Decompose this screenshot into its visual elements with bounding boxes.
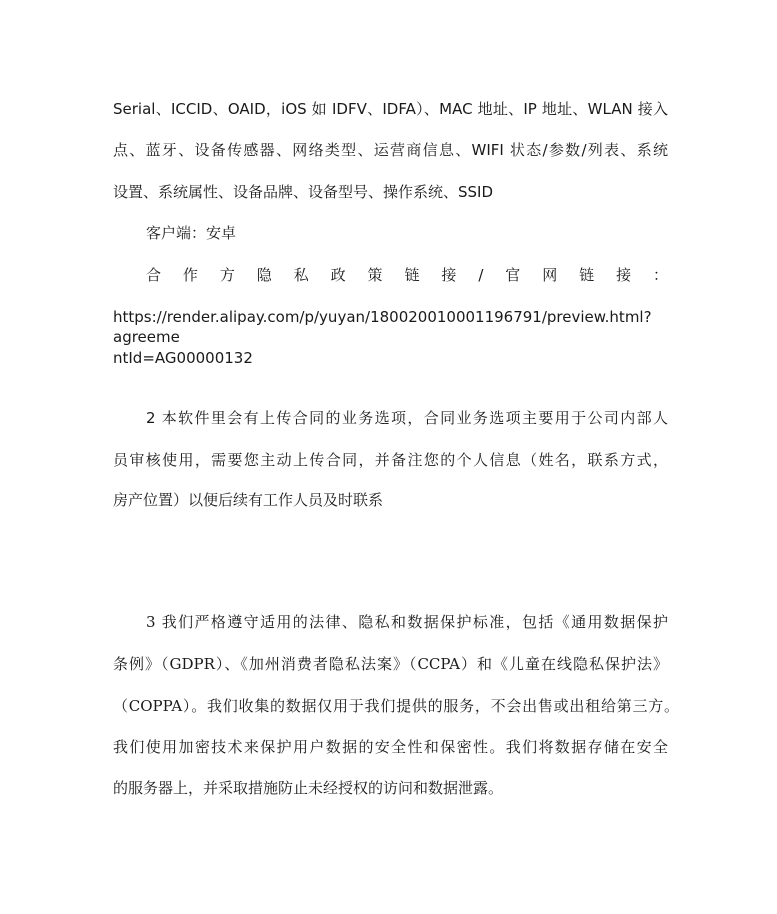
text-line: 合作方隐私政策链接/官网链接： (146, 266, 668, 284)
text-line: 2 本软件里会有上传合同的业务选项，合同业务选项主要用于公司内部人 (146, 409, 668, 427)
text-line: 点、蓝牙、设备传感器、网络类型、运营商信息、WIFI 状态/参数/列表、系统 (113, 141, 668, 159)
text-line: 的服务器上，并采取措施防止未经授权的访问和数据泄露。 (113, 779, 504, 797)
text-line: 我们使用加密技术来保护用户数据的安全性和保密性。我们将数据存储在安全 (113, 738, 668, 756)
text-line: Serial、ICCID、OAID，iOS 如 IDFV、IDFA）、MAC 地址、IP 地址、WLAN 接入 (113, 100, 668, 118)
text-line: （COPPA）。我们收集的数据仅用于我们提供的服务，不会出售或出租给第三方。 (113, 697, 679, 715)
text-line: 设置、系统属性、设备品牌、设备型号、操作系统、SSID (113, 183, 494, 201)
text-line: 房产位置）以便后续有工作人员及时联系 (113, 491, 384, 509)
text-line: 员审核使用，需要您主动上传合同，并备注您的个人信息（姓名，联系方式， (113, 451, 668, 469)
link-text-line: ntId=AG00000132 (113, 349, 253, 367)
text-line: 客户端：安卓 (146, 224, 237, 242)
text-line: 条例》（GDPR）、《加州消费者隐私法案》（CCPA）和《儿童在线隐私保护法》 (113, 655, 668, 673)
link-text-line: https://render.alipay.com/p/yuyan/180020010001196791/preview.html?agreeme (113, 308, 652, 346)
text-line: 3 我们严格遵守适用的法律、隐私和数据保护标准，包括《通用数据保护 (146, 613, 668, 631)
